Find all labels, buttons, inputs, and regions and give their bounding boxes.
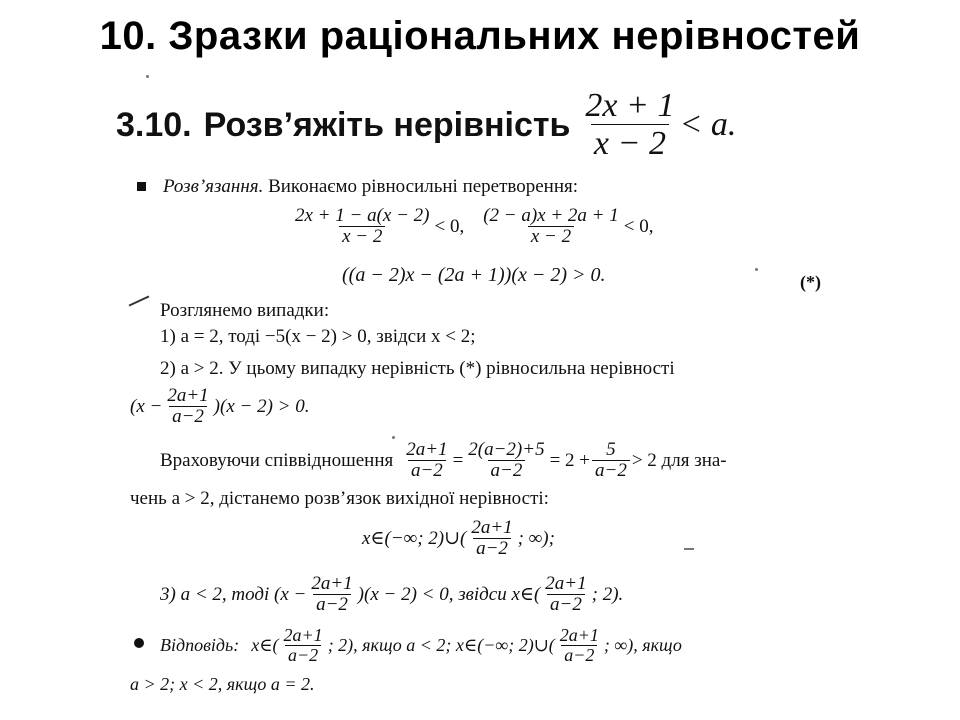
answer-pre: x∈( xyxy=(251,635,279,656)
case-3-denominator-1: a−2 xyxy=(313,594,351,616)
ratio-2-numerator: 2(a−2)+5 xyxy=(468,439,545,460)
ratio-line xyxy=(160,440,727,482)
case-2-pre: (x − xyxy=(130,395,163,417)
scan-speck xyxy=(755,268,758,271)
cases-label: Розглянемо випадки: xyxy=(160,300,330,321)
case-2-post: )(x − 2) > 0. xyxy=(213,395,310,417)
case-3-post: ; 2). xyxy=(591,583,624,605)
problem-number: 3.10. xyxy=(116,105,192,144)
case-2-fraction xyxy=(164,386,211,428)
fraction-2-numerator: (2 − a)x + 2a + 1 xyxy=(483,205,619,226)
case-3-numerator-2: 2a+1 xyxy=(545,573,587,594)
case-2-denominator: a−2 xyxy=(169,406,207,428)
problem-text: Розв’яжіть нерівність xyxy=(203,105,571,144)
page-title: 10. Зразки раціональних нерівностей xyxy=(99,14,861,58)
ratio-equals-1: = xyxy=(452,449,464,471)
set-numerator: 2a+1 xyxy=(471,517,513,538)
fraction-1 xyxy=(292,206,432,248)
ratio-pre: Враховуючи співвідношення xyxy=(160,449,394,471)
case-1: 1) a = 2, тоді −5(x − 2) > 0, звідси x < 2; xyxy=(160,326,476,347)
bullet-square-icon xyxy=(137,182,146,191)
values-line: чень a > 2, дістанемо розв’язок вихідної нерівності: xyxy=(130,488,549,509)
star-marker: (*) xyxy=(800,272,821,292)
set-denominator: a−2 xyxy=(473,538,511,560)
fraction-1-numerator: 2x + 1 − a(x − 2) xyxy=(295,205,430,226)
fraction-2 xyxy=(480,206,622,248)
ratio-fraction-1 xyxy=(403,440,450,482)
case-3-denominator-2: a−2 xyxy=(547,594,585,616)
answer-label: Відповідь: xyxy=(160,635,240,656)
answer-line-2: a > 2; x < 2, якщо a = 2. xyxy=(130,674,315,694)
fraction-2-tail: < 0, xyxy=(623,215,654,237)
ratio-1-numerator: 2a+1 xyxy=(406,439,448,460)
answer-denominator-1: a−2 xyxy=(285,645,321,666)
fraction-denominator: x − 2 xyxy=(591,124,669,162)
pen-mark xyxy=(129,295,150,306)
set-post: ; ∞); xyxy=(517,527,555,549)
ratio-fraction-2 xyxy=(465,440,547,482)
ratio-tail: > 2 для зна- xyxy=(631,449,727,471)
answer-post: ; ∞), якщо xyxy=(603,635,682,656)
ratio-3-numerator: 5 xyxy=(606,439,616,460)
answer-numerator-1: 2a+1 xyxy=(283,625,323,645)
transform-fractions xyxy=(290,206,653,248)
answer-fraction-2 xyxy=(557,626,602,666)
solution-intro-line xyxy=(163,176,578,198)
solution-intro: Виконаємо рівносильні перетворення: xyxy=(268,176,579,197)
problem-tail: < a. xyxy=(679,106,737,144)
answer-fraction-1 xyxy=(281,626,326,666)
case-3-fraction-1 xyxy=(308,574,355,616)
scan-speck xyxy=(392,436,395,439)
case-3-numerator-1: 2a+1 xyxy=(311,573,353,594)
fraction-numerator: 2x + 1 xyxy=(585,87,675,124)
solution-label: Розв’язання. xyxy=(163,176,264,197)
ratio-equals-2: = 2 + xyxy=(549,449,591,471)
set-pre: x∈(−∞; 2)∪( xyxy=(362,528,467,550)
problem-fraction xyxy=(582,88,677,162)
equivalent-inequality: ((a − 2)x − (2a + 1))(x − 2) > 0. xyxy=(342,264,606,286)
ratio-1-denominator: a−2 xyxy=(408,460,446,482)
answer-mid: ; 2), якщо a < 2; x∈(−∞; 2)∪( xyxy=(327,635,555,656)
set-fraction xyxy=(468,518,515,560)
bullet-dot-icon xyxy=(134,638,144,648)
scan-speck xyxy=(684,548,694,550)
fraction-1-denominator: x − 2 xyxy=(339,226,385,248)
case-3-mid: )(x − 2) < 0, звідси x∈( xyxy=(357,584,541,606)
answer-numerator-2: 2a+1 xyxy=(559,625,599,645)
fraction-1-tail: < 0, xyxy=(434,215,465,237)
ratio-2-denominator: a−2 xyxy=(488,460,526,482)
case-2: 2) a > 2. У цьому випадку нерівність (*) рівносильна нерівності xyxy=(160,358,675,379)
scan-speck xyxy=(146,75,149,78)
case-2-inequality xyxy=(130,386,309,428)
ratio-fraction-3 xyxy=(592,440,630,482)
ratio-3-denominator: a−2 xyxy=(592,460,630,482)
case-3 xyxy=(160,574,623,616)
answer-denominator-2: a−2 xyxy=(561,645,597,666)
case-3-pre: 3) a < 2, тоді (x − xyxy=(160,583,307,605)
fraction-2-denominator: x − 2 xyxy=(528,226,574,248)
solution-set-case-2 xyxy=(362,518,555,560)
answer-line xyxy=(160,626,682,666)
case-3-fraction-2 xyxy=(542,574,589,616)
case-2-numerator: 2a+1 xyxy=(167,385,209,406)
problem-statement xyxy=(116,88,736,162)
